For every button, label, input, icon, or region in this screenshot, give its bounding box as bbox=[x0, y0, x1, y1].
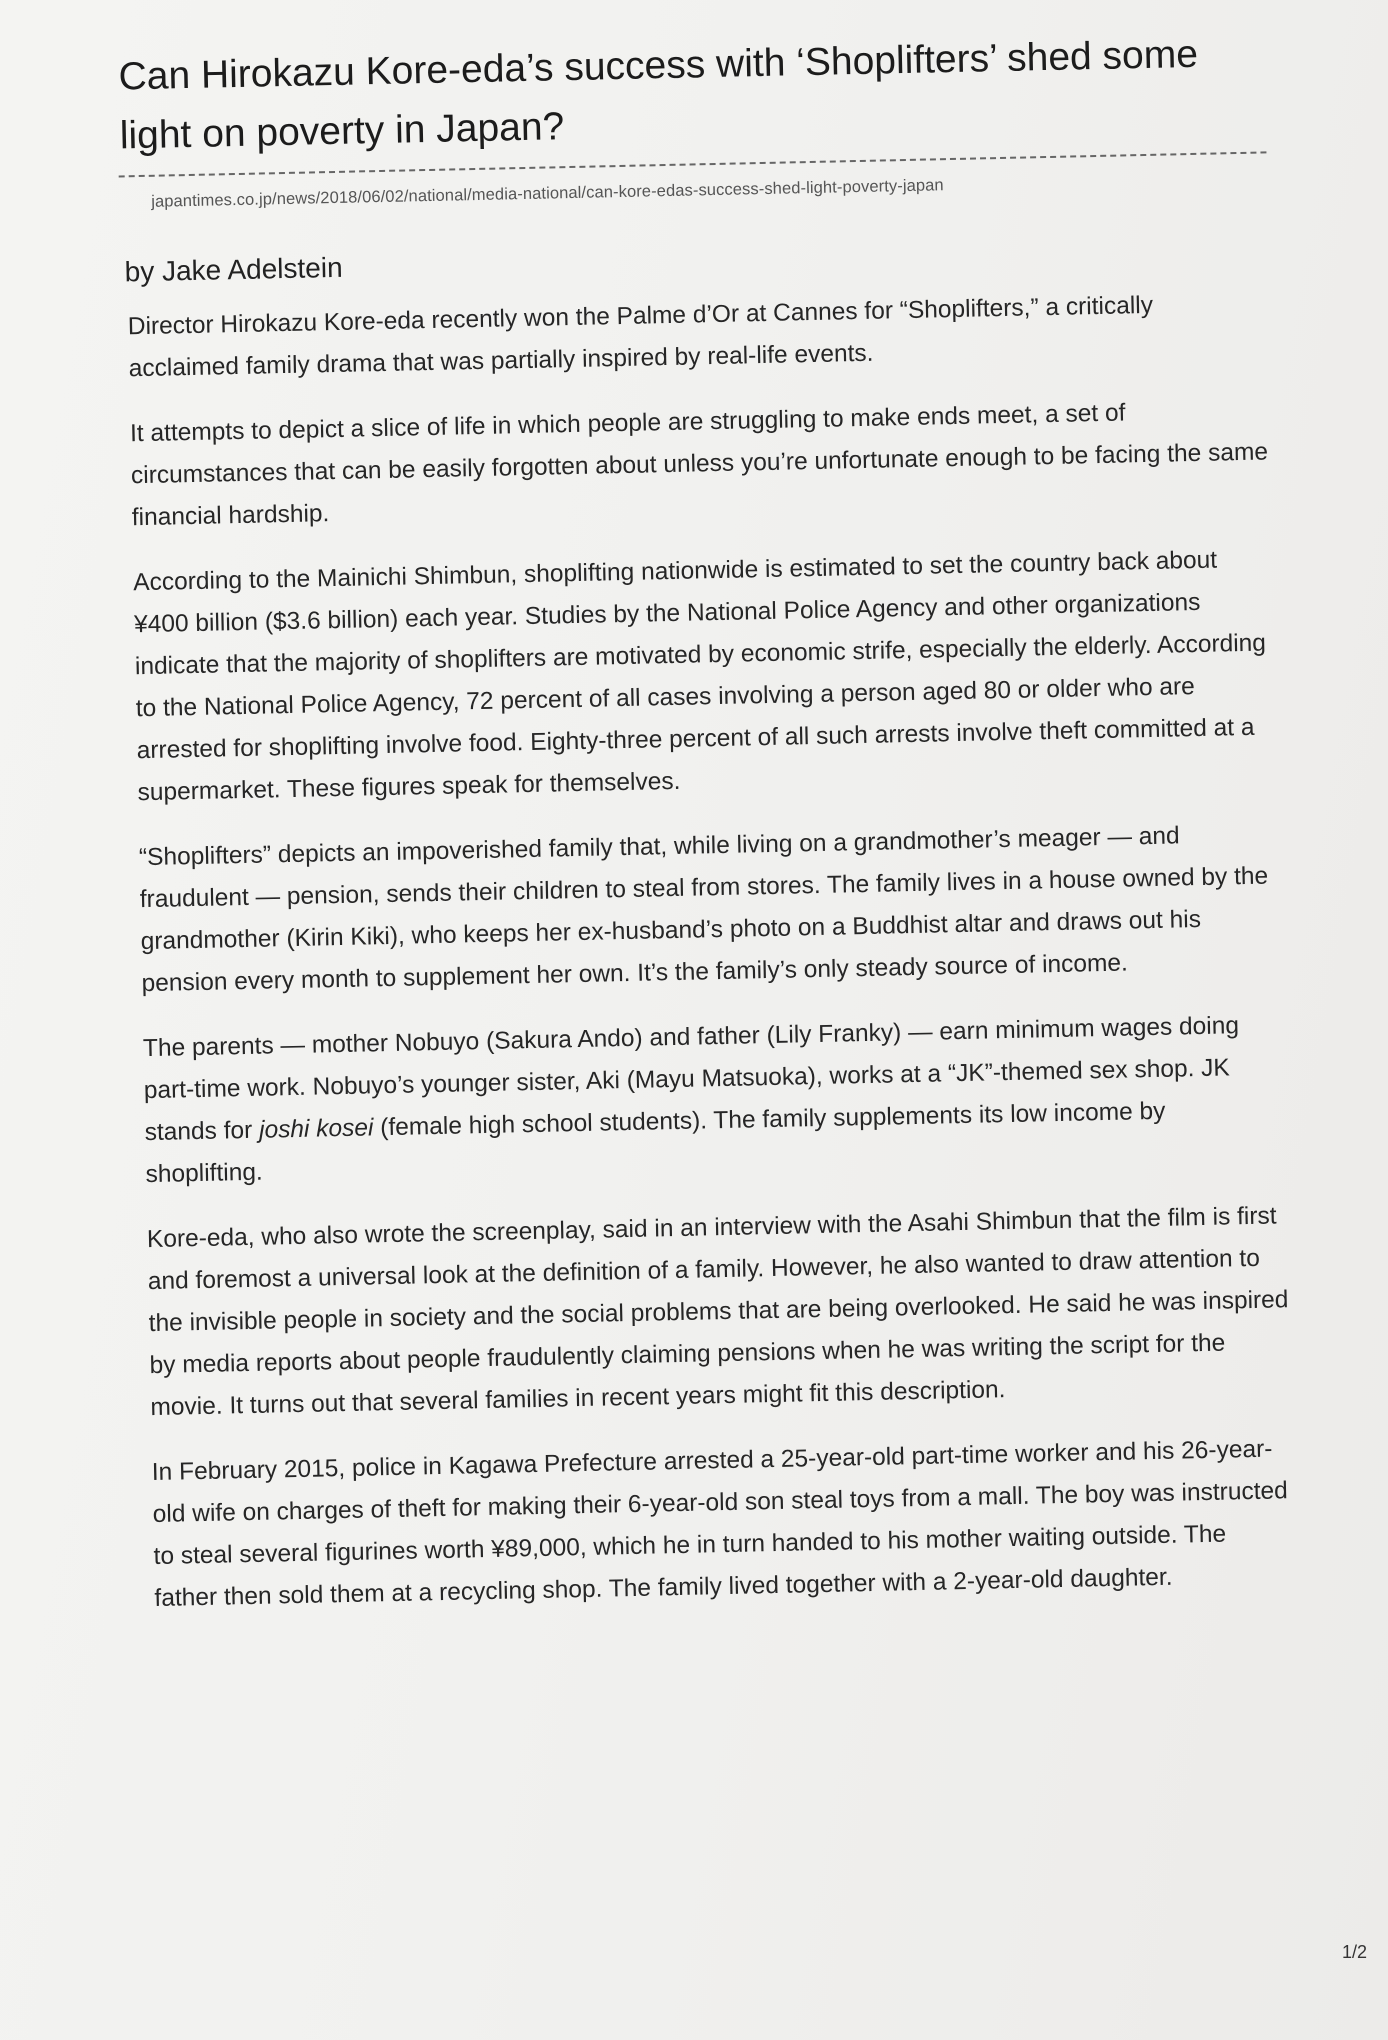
paragraph: Kore-eda, who also wrote the screenplay, said in an interview with the Asahi Shimbun that the film is first and foremost a universal look at the definition of a family. However, he also wanted to draw attention to the invisible people in society and the social problems that are being overlooked. He said he was inspired by media reports about people fraudulently claiming pensions when he was writing the script for the movie. It turns out that several families in recent years might fit this description. bbox=[146, 1202, 1289, 1422]
paragraph: Director Hirokazu Kore-eda recently won the Palme d’Or at Cannes for “Shoplifters,” a critically acclaimed family drama that was partially inspired by real-life events. bbox=[127, 291, 1154, 383]
paragraph: “Shoplifters” depicts an impoverished family that, while living on a grandmother’s meager — and fraudulent — pension, sends their children to steal from stores. The family lives in a house owned by the grandmother (Kirin Kiki), who keeps her ex-husband’s photo on a Buddhist altar and draws out his pension every month to supplement her own. It’s the family’s only steady source of income. bbox=[138, 822, 1269, 998]
paragraph-text: (female high school students). The family supplements its low income by shoplifting. bbox=[145, 1097, 1166, 1189]
paragraph-text: The parents — mother Nobuyo (Sakura Ando) and father (Lily Franky) — earn minimum wages doing part-time work. Nobuyo’s younger sister, Aki (Mayu Matsuoka), works at a “JK”-themed sex shop. JK stands for bbox=[142, 1012, 1240, 1147]
byline: by Jake Adelstein bbox=[124, 251, 343, 288]
paragraph bbox=[143, 1004, 1286, 1196]
paragraph: According to the Mainichi Shimbun, shoplifting nationwide is estimated to set the country back about ¥400 billion ($3.6 billion) each year. Studies by the National Police Agency and other organizations indicate that the majority of shoplifters are motivated by economic strife, especially the elderly. According to the National Police Agency, 72 percent of all cases involving a person aged 80 or older who are arrested for shoplifting involve food. Eighty-three percent of all such arrests involve theft committed at a supermarket. These figures speak for themselves. bbox=[132, 546, 1267, 807]
source-url: japantimes.co.jp/news/2018/06/02/national/media-national/can-kore-edas-success-shed-light-poverty-japan bbox=[151, 176, 944, 211]
article bbox=[92, 23, 1305, 1643]
article-title: Can Hirokazu Kore-eda’s success with ‘Shoplifters’ shed some light on poverty in Japan? bbox=[118, 32, 1199, 158]
article-body bbox=[127, 282, 1294, 1620]
paragraph: It attempts to depict a slice of life in which people are struggling to make ends meet, a set of circumstances that can be easily forgotten about unless you’re unfortunate enough to be facing the same financial hardship. bbox=[129, 399, 1269, 532]
page-number: 1/2 bbox=[1342, 1942, 1368, 1962]
italic-term: joshi kosei bbox=[258, 1114, 374, 1144]
paragraph: In February 2015, police in Kagawa Prefecture arrested a 25-year-old part-time worker and his 26-year-old wife on charges of theft for making their 6-year-old son steal toys from a mall. The boy was instructed to steal several figurines worth ¥89,000, which he in turn handed to his mother waiting outside. The father then sold them at a recycling shop. The family lived together with a 2-year-old daughter. bbox=[151, 1435, 1289, 1613]
